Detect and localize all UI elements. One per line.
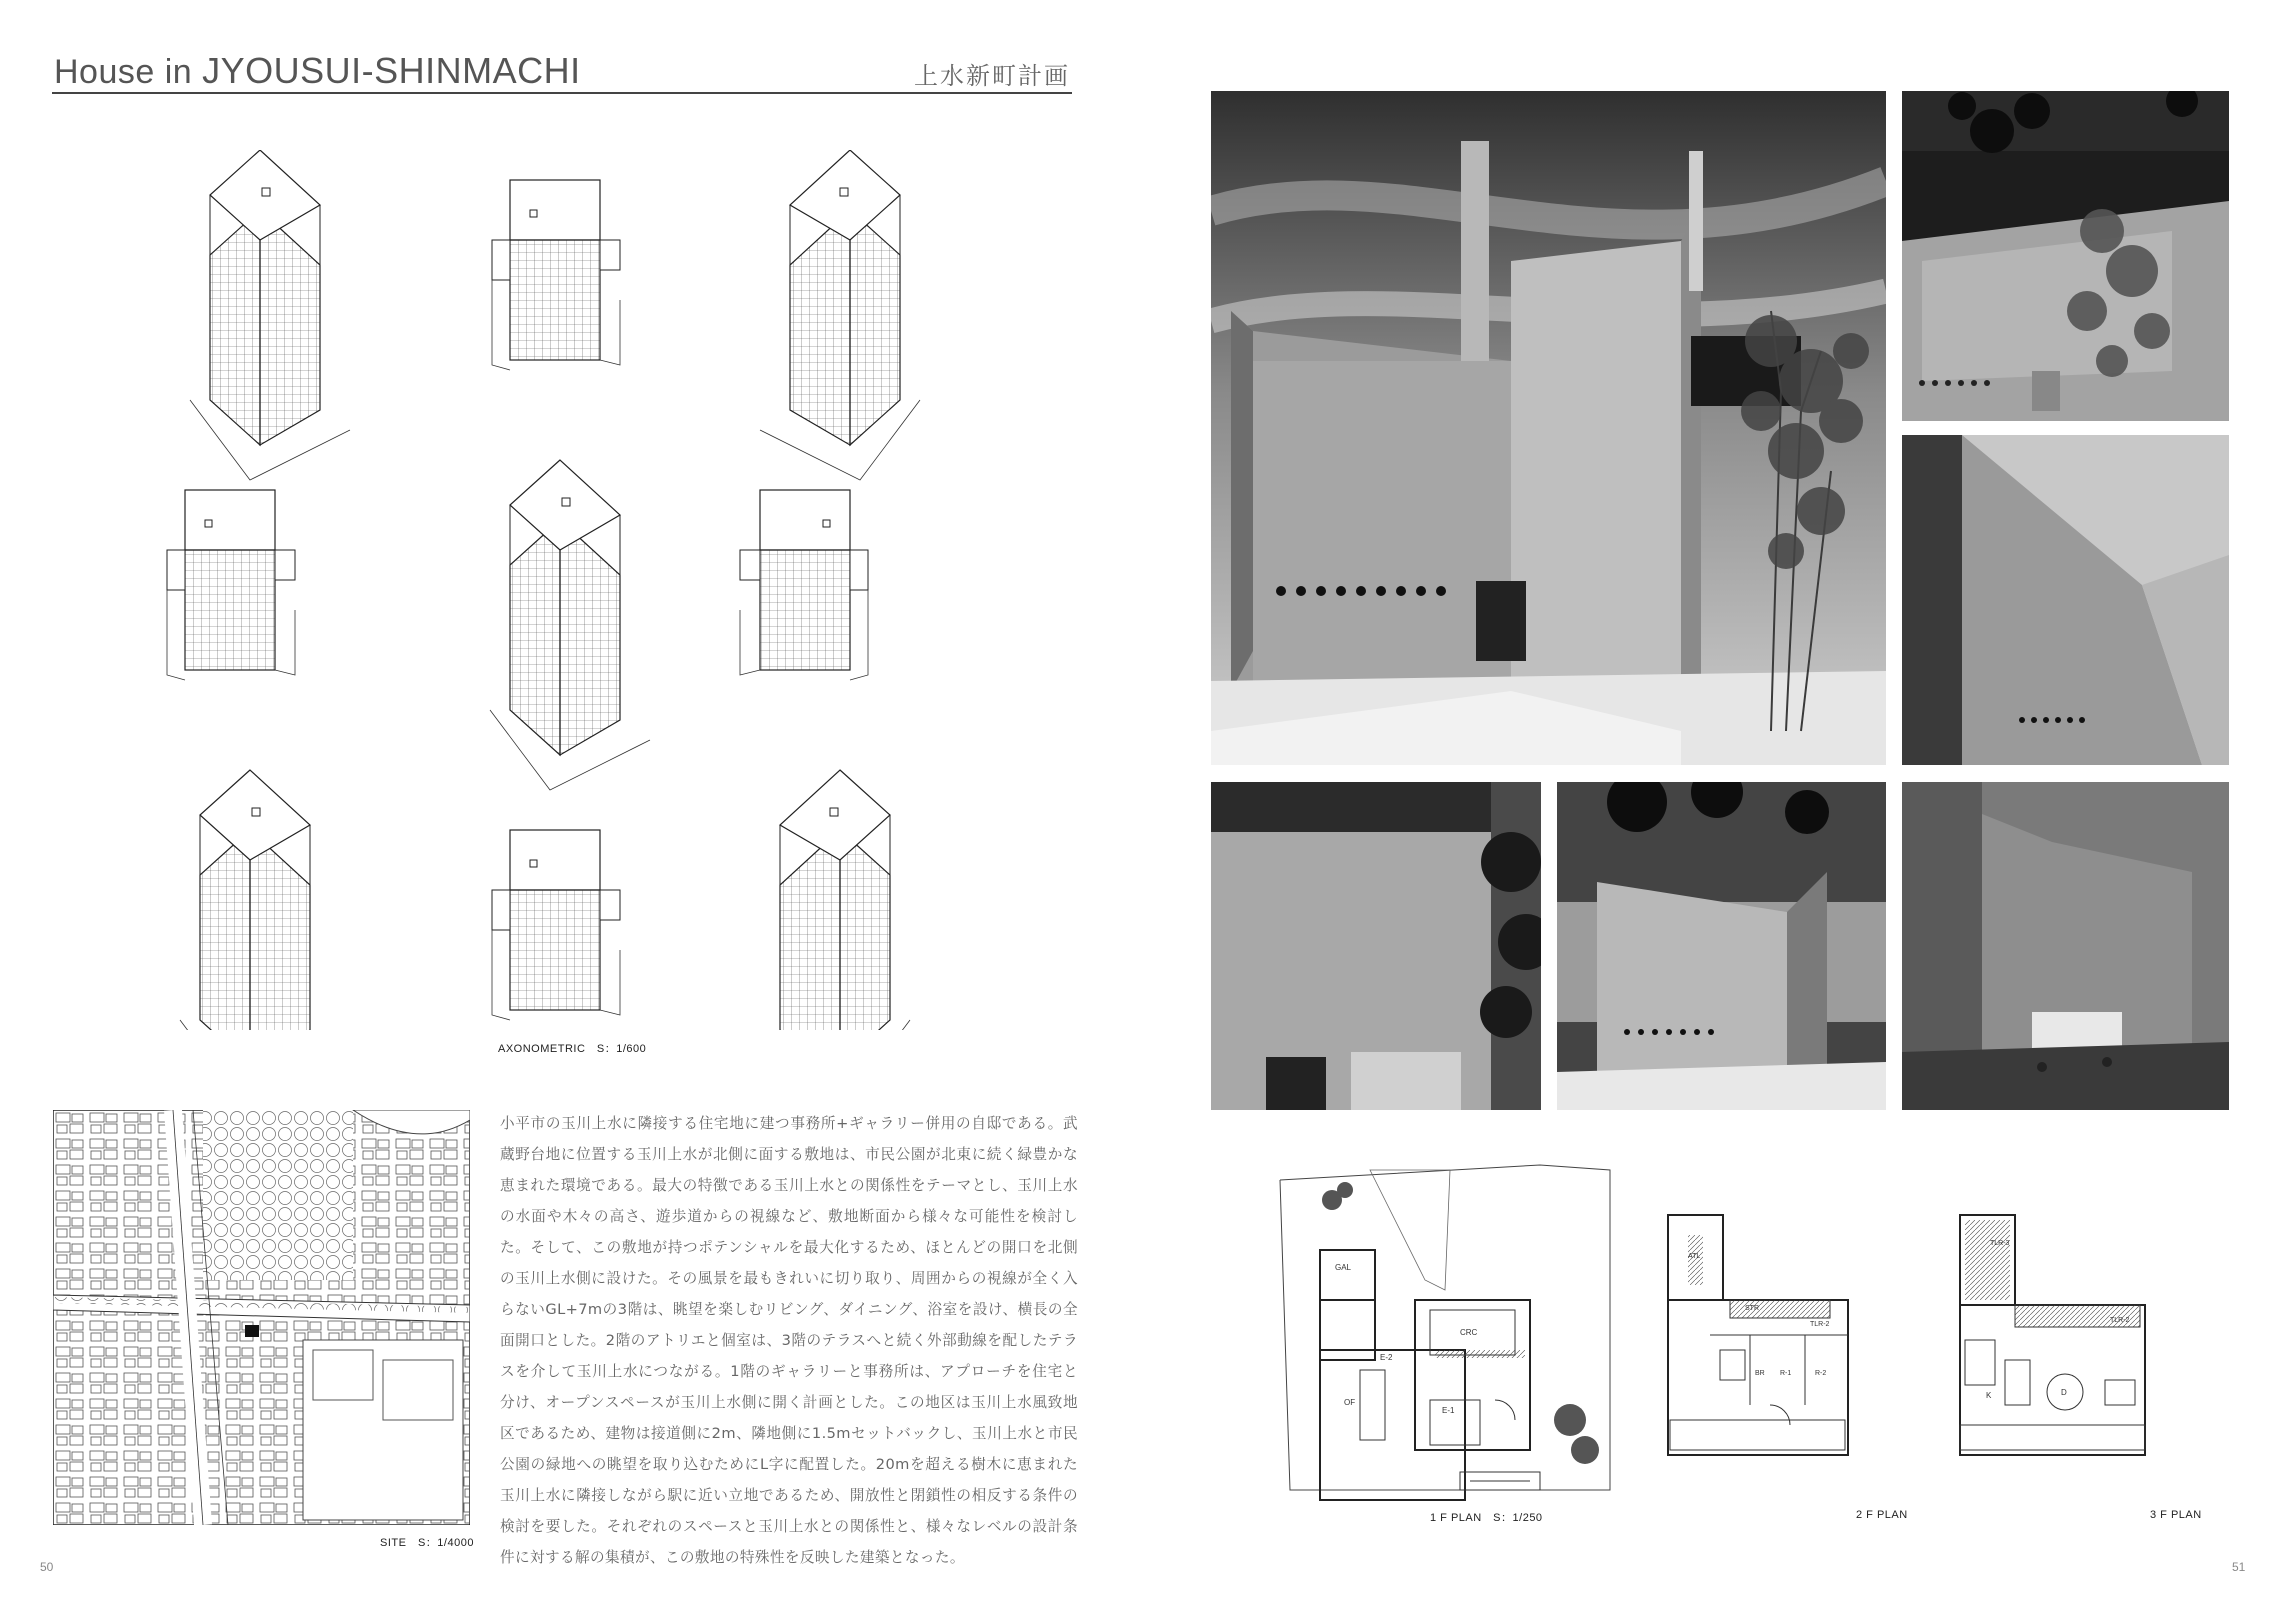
axonometric-drawings [150, 150, 1050, 1030]
photo-main-exterior [1211, 91, 1886, 765]
plan-2f [1668, 1215, 1848, 1455]
label-tlr2-3f: TLR-2 [2110, 1317, 2130, 1324]
floor-plans [1270, 1160, 2230, 1520]
plan-3f [1960, 1215, 2145, 1455]
label-r2: R-2 [1815, 1370, 1827, 1377]
plan-1f-caption: 1 F PLAN S：1/250 [1430, 1512, 1543, 1524]
label-br: BR [1755, 1370, 1765, 1377]
label-d: D [2061, 1388, 2067, 1397]
page-title-bar [52, 50, 1072, 94]
label-k: K [1986, 1391, 1992, 1400]
photo-gallery-night [1902, 782, 2229, 1110]
site-plan [53, 1110, 470, 1525]
site-caption: SITE S：1/4000 [380, 1537, 474, 1549]
photo-wall-detail [1211, 782, 1541, 1110]
label-gal: GAL [1335, 1263, 1352, 1272]
label-e2: E-2 [1380, 1353, 1393, 1362]
photo-street-view [1557, 782, 1886, 1110]
page-number-left: 50 [40, 1560, 54, 1574]
label-e1: E-1 [1442, 1406, 1455, 1415]
label-of: OF [1344, 1398, 1356, 1407]
description-text: 小平市の玉川上水に隣接する住宅地に建つ事務所+ギャラリー併用の自邸である。武蔵野台地に位置する玉川上水が北側に面する敷地は、市民公園が北東に続く緑豊かな恵まれた環境である。最大の特徴である玉川上水との関係性をテーマとし、玉川上水の水面や木々の高さ、遊歩道からの視線など、敷地断面から様々な可能性を検討した。そして、この敷地が持つポテンシャルを最大化するため、ほとんどの開口を北側の玉川上水側に設けた。その風景を最もきれいに切り取り、周囲からの視線が全く入らないGL+7mの3階は、眺望を楽しむリビング、ダイニング、浴室を設け、横長の全面開口とした。2階のアトリエと個室は、3階のテラスへと続く外部動線を配したテラスを介して玉川上水につながる。1階のギャラリーと事務所は、アプローチを住宅と分け、オープンスペースが玉川上水側に開く計画とした。この地区は玉川上水風致地区であるため、建物は接道側に2m、隣地側に1.5mセットバックし、玉川上水と市民公園の緑地への眺望を取り込むためにL字に配置した。20mを超える樹木に恵まれた玉川上水に隣接しながら駅に近い立地であるため、開放性と閉鎖性の相反する条件の検討を要した。それぞれのスペースと玉川上水との関係性と、様々なレベルの設計条件に対する解の集積が、この敷地の特殊性を反映した建築となった。 [500, 1115, 1078, 1566]
axonometric-caption: AXONOMETRIC S：1/600 [498, 1043, 647, 1055]
plan-3f-caption: 3 F PLAN [2150, 1509, 2202, 1521]
label-str: STR [1745, 1305, 1759, 1312]
title-japanese: 上水新町計画 [914, 62, 1070, 90]
label-r1: R-1 [1780, 1370, 1792, 1377]
label-tlr2: TLR-2 [1810, 1321, 1830, 1328]
plan-1f [1270, 1165, 1610, 1520]
page-number-right: 51 [2232, 1560, 2246, 1574]
plan-2f-caption: 2 F PLAN [1856, 1509, 1908, 1521]
label-crc: CRC [1460, 1328, 1478, 1337]
photo-facade-tree [1902, 91, 2229, 421]
page-title [54, 50, 581, 92]
title-main: JYOUSUI-SHINMACHI [202, 50, 581, 91]
label-atl: ATL [1688, 1253, 1701, 1260]
label-tlr3: TLR-3 [1990, 1240, 2010, 1247]
title-prefix: House in [54, 53, 203, 91]
photo-angled-wall [1902, 435, 2229, 765]
